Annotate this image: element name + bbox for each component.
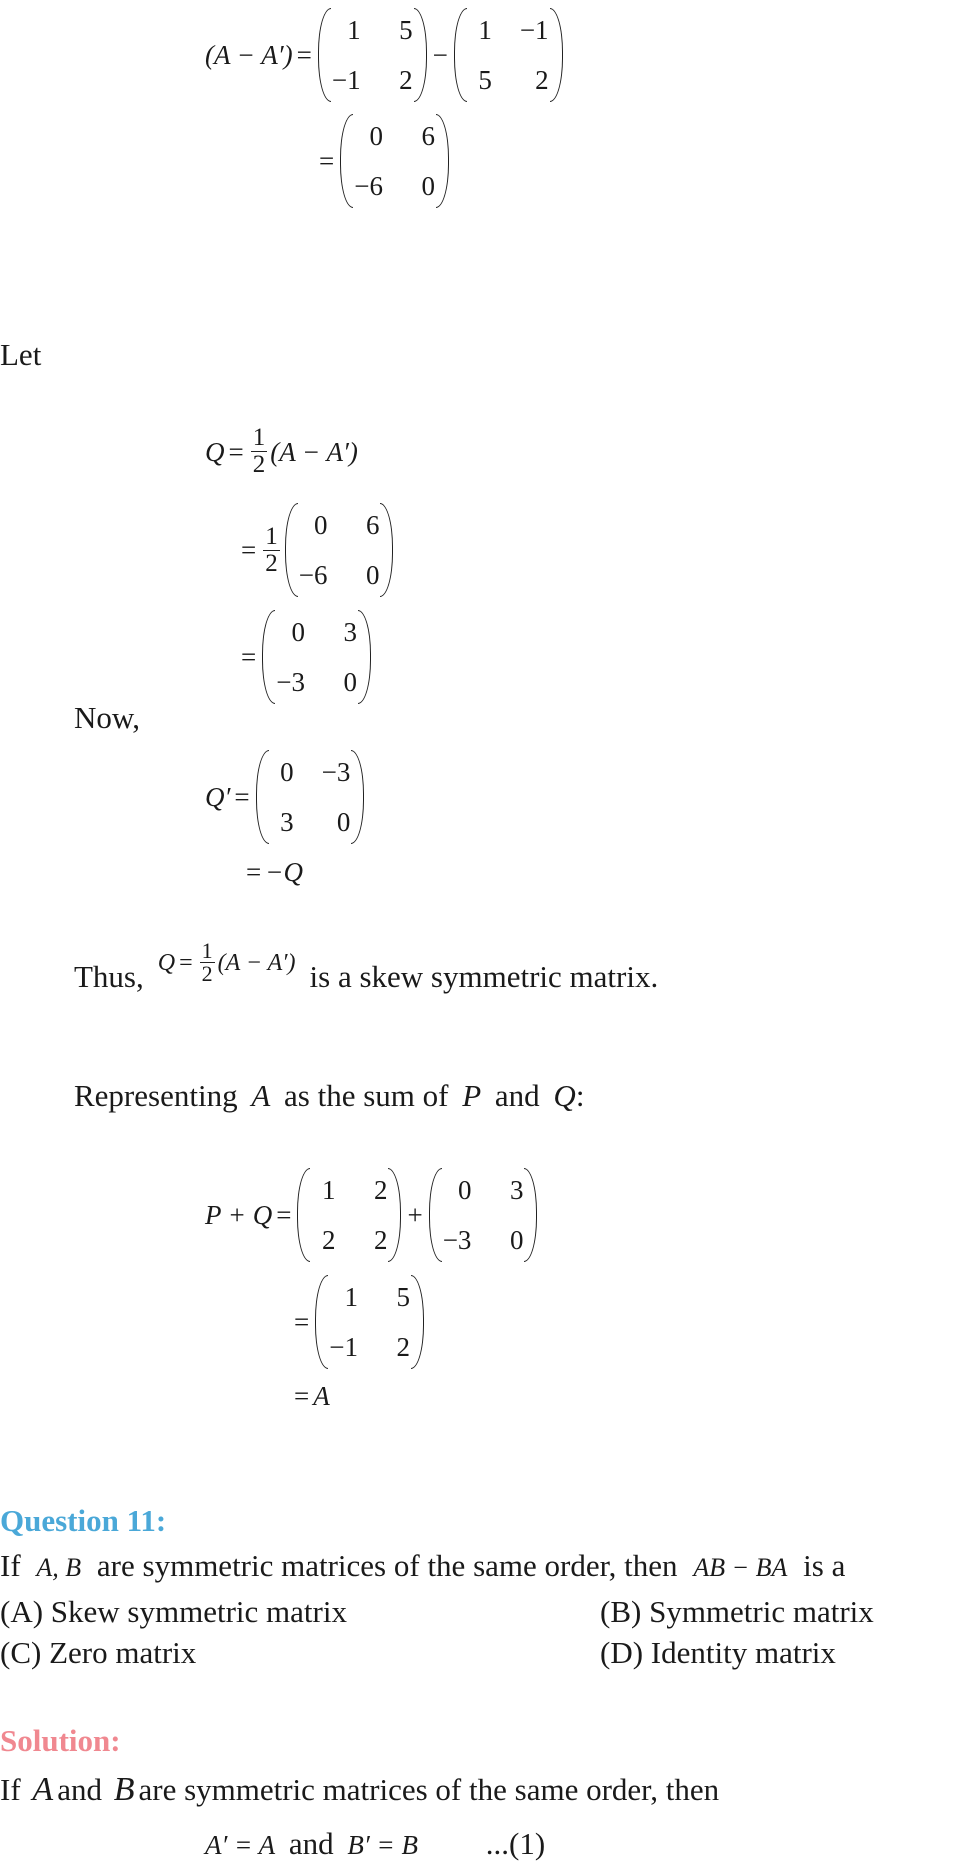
matrix-p: 1 2 2 2 bbox=[297, 1168, 401, 1262]
equation-step2 bbox=[315, 114, 451, 208]
expression: (A − A′) bbox=[270, 436, 358, 467]
var-p: P bbox=[462, 1078, 482, 1113]
equation-p-plus-q bbox=[205, 1168, 539, 1262]
equation-q-transpose bbox=[205, 750, 366, 844]
minus-sign: − bbox=[432, 40, 448, 70]
p-plus-q: P + Q bbox=[205, 1200, 273, 1230]
equals-sign: = bbox=[246, 857, 262, 887]
matrix-q-transpose: 0 −3 3 0 bbox=[256, 750, 365, 844]
matrix: 0 6 −6 0 bbox=[285, 503, 394, 597]
var-a: A bbox=[32, 1771, 54, 1808]
equals-sign: = bbox=[296, 40, 312, 70]
fraction-half: $\frac{1}{2}$ bbox=[252, 424, 266, 478]
matrix-q: 0 3 −3 0 bbox=[429, 1168, 538, 1262]
var-q: Q bbox=[553, 1078, 576, 1113]
equation-ref: ...(1) bbox=[485, 1826, 546, 1861]
plus-sign: + bbox=[407, 1200, 423, 1230]
option-a: (A) Skew symmetric matrix bbox=[0, 1594, 347, 1629]
q-symbol: Q bbox=[205, 436, 225, 467]
let-label: Let bbox=[0, 337, 42, 372]
thus-suffix: is a skew symmetric matrix. bbox=[309, 959, 659, 994]
solution-heading: Solution: bbox=[0, 1723, 121, 1758]
equation-sum-step2 bbox=[290, 1275, 426, 1369]
var-a-b: A, B bbox=[36, 1553, 82, 1582]
matrix-a-transpose: 1 −1 5 2 bbox=[454, 8, 563, 102]
matrix-a: 1 5 −1 2 bbox=[315, 1275, 424, 1369]
var-a: A bbox=[251, 1078, 271, 1113]
equation-a-minus-a-transpose bbox=[205, 8, 565, 102]
matrix-q: 0 3 −3 0 bbox=[262, 610, 371, 704]
thus-statement bbox=[74, 940, 658, 995]
equation-q-step3 bbox=[237, 610, 373, 704]
expr-ab-minus-ba: AB − BA bbox=[693, 1553, 788, 1582]
equals-sign: = bbox=[234, 782, 250, 812]
question-heading: Question 11: bbox=[0, 1503, 167, 1538]
var-b: B bbox=[113, 1771, 135, 1808]
thus-label: Thus, bbox=[74, 959, 144, 994]
lhs: (A − A′) bbox=[205, 40, 293, 70]
var-a: A bbox=[313, 1381, 330, 1411]
equals-sign: = bbox=[241, 535, 257, 565]
equals-sign: = bbox=[228, 436, 244, 467]
q-definition-inline: Q = $\frac{1}{2}$ (A − A′) bbox=[157, 938, 296, 986]
solution-text: If A and B are symmetric matrices of the same order, then bbox=[0, 1771, 720, 1808]
equals-sign: = bbox=[294, 1307, 310, 1337]
equals-sign: = bbox=[319, 146, 335, 176]
option-b: (B) Symmetric matrix bbox=[600, 1594, 874, 1629]
now-label: Now, bbox=[74, 700, 141, 735]
equation-q-definition bbox=[205, 425, 358, 478]
equals-sign: = bbox=[294, 1381, 310, 1411]
equation-sum-step3 bbox=[290, 1380, 330, 1412]
option-d: (D) Identity matrix bbox=[600, 1635, 836, 1670]
equals-sign: = bbox=[276, 1200, 292, 1230]
fraction-half: $\frac{1}{2}$ bbox=[265, 522, 278, 577]
neg-q: −Q bbox=[265, 857, 303, 887]
equals-sign: = bbox=[241, 642, 257, 672]
q-transpose-symbol: Q′ bbox=[205, 782, 231, 812]
equation-q-neg bbox=[242, 856, 303, 888]
question-text: If A, B are symmetric matrices of the same order, then AB − BA is a bbox=[0, 1548, 846, 1583]
matrix-a: 1 5 −1 2 bbox=[318, 8, 427, 102]
solution-equation-1: A′ = A and B′ = B ...(1) bbox=[205, 1826, 546, 1861]
representing-statement: Representing A as the sum of P and Q: bbox=[74, 1078, 585, 1113]
option-c: (C) Zero matrix bbox=[0, 1635, 197, 1670]
matrix-result: 0 6 −6 0 bbox=[340, 114, 449, 208]
equation-q-step2 bbox=[237, 503, 395, 597]
